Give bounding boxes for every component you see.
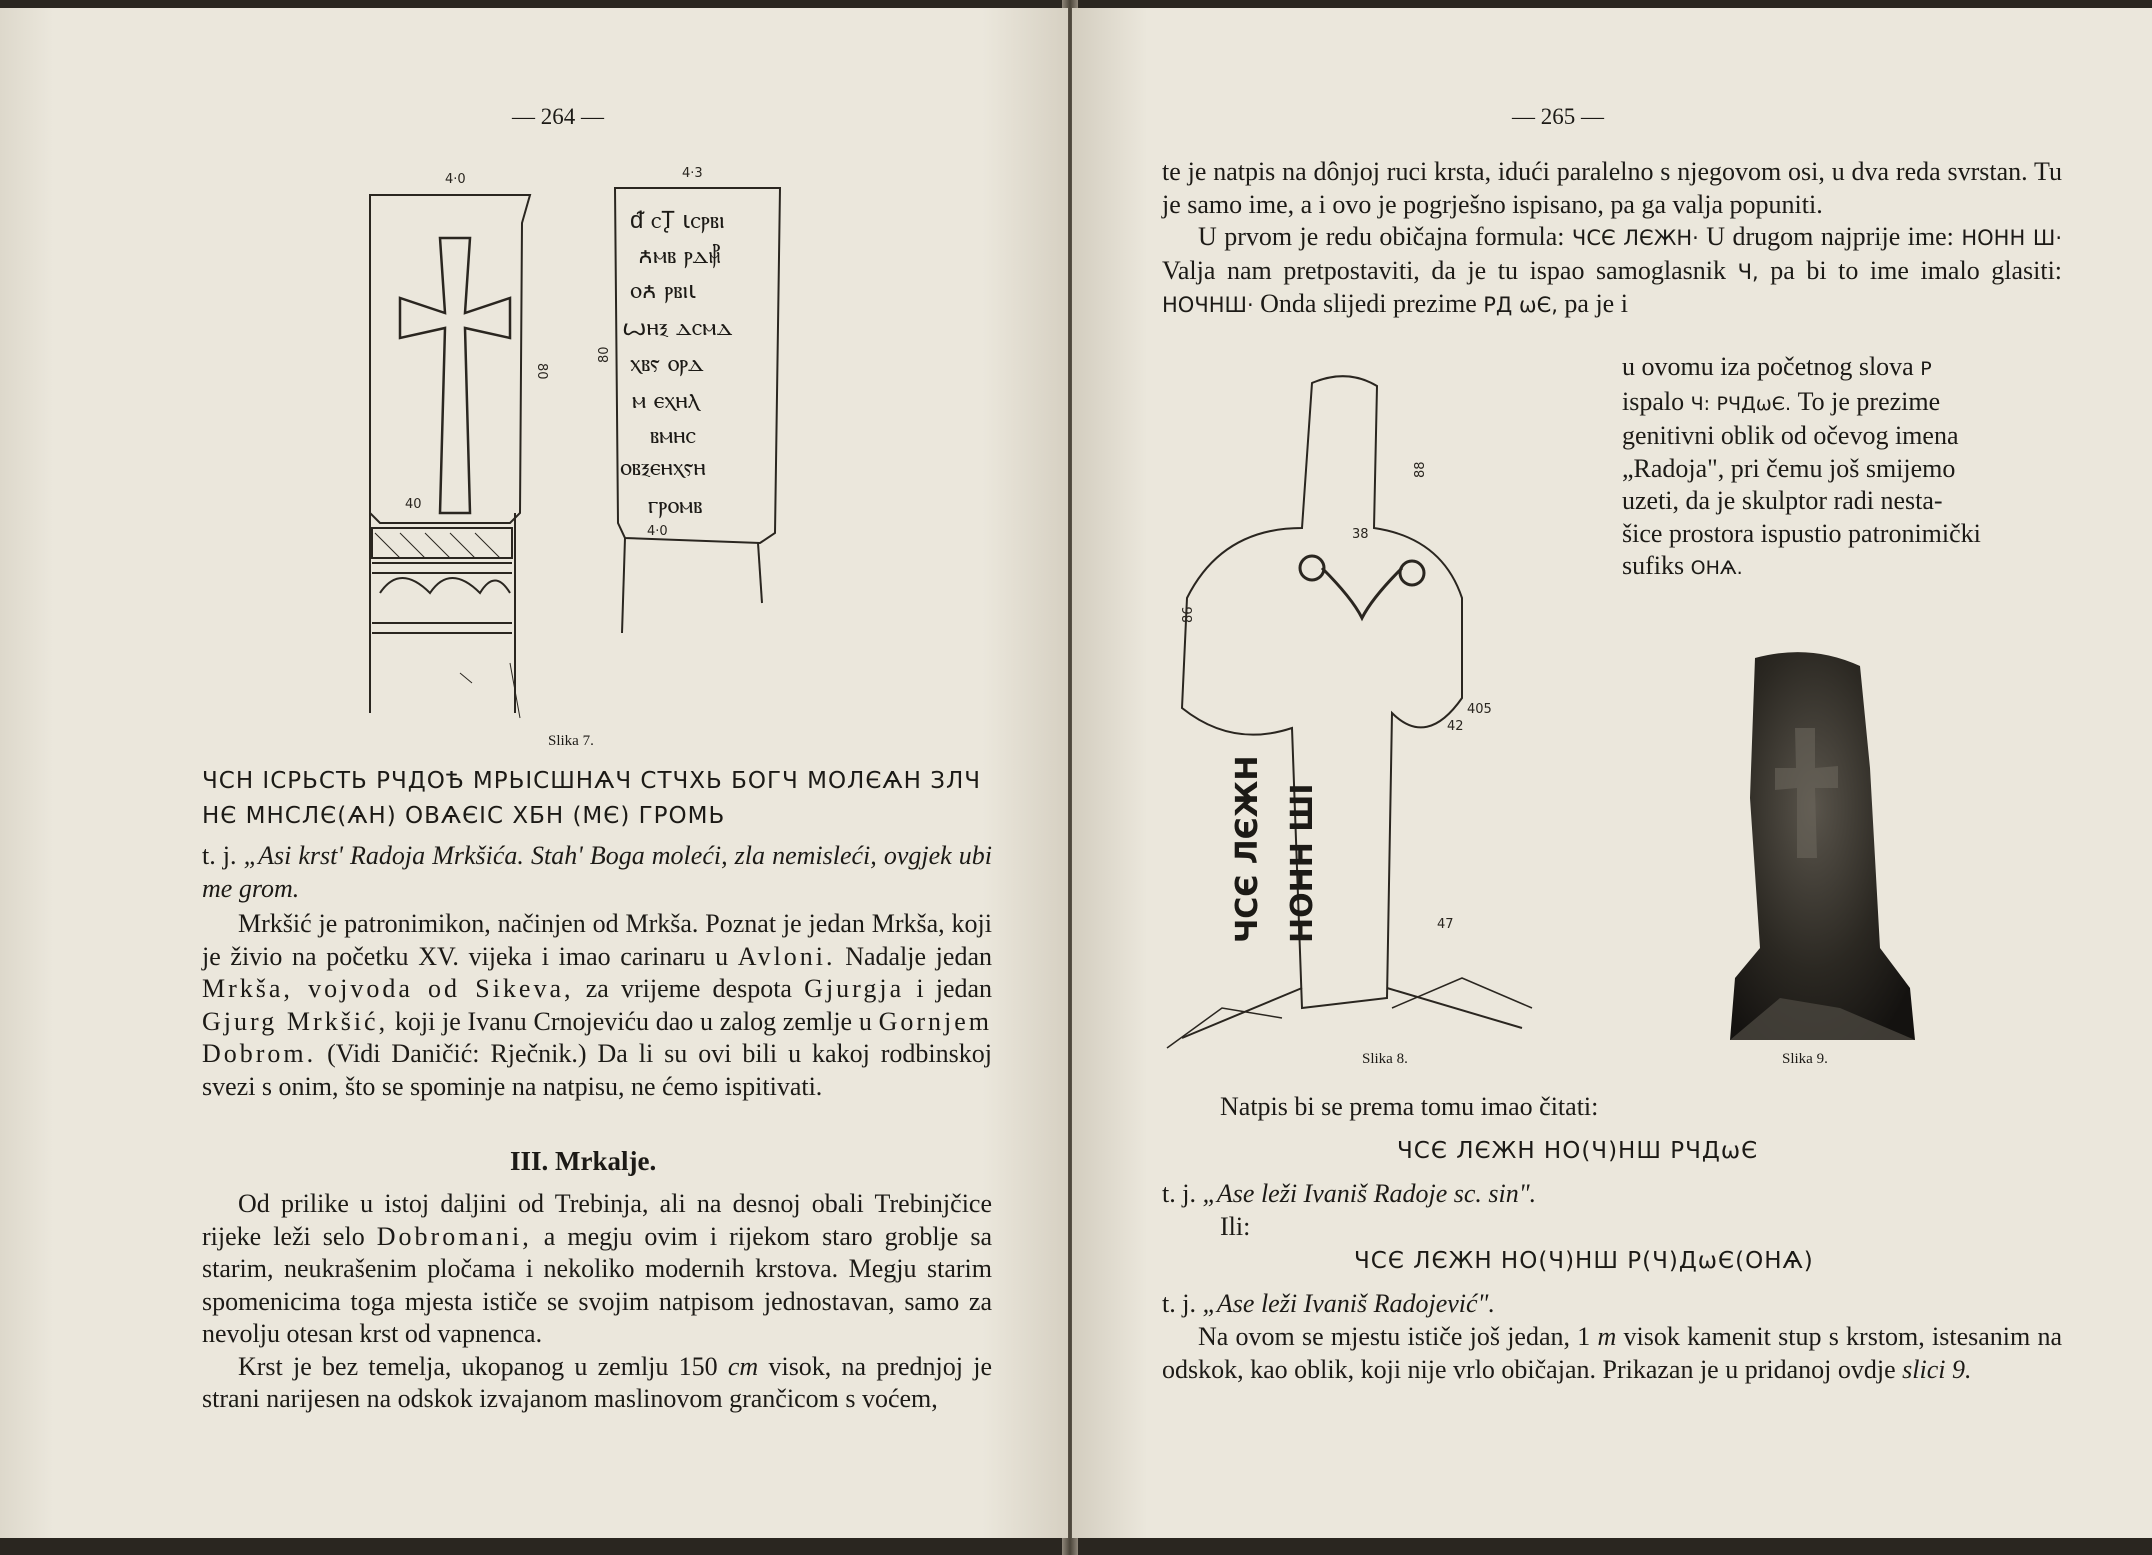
dim-small-left: 40 [405,497,422,512]
narrow-line-5: uzeti, da je skulptor radi nesta- [1622,486,1943,515]
para1-text-b: Nadalje jedan [845,941,992,971]
p4-m: m [1597,1322,1617,1351]
reading-intro: Natpis bi se prema tomu imao čitati: [1220,1092,1599,1121]
p2-text-a: U prvom je redu običajna formula: [1198,222,1565,251]
svg-text:ⲙ ⲉⲭⲏⲗ: ⲙ ⲉⲭⲏⲗ [632,386,700,414]
reading-2: ЧСЄ ЛЄЖН НО(Ч)НШ Р(Ч)ДωЄ(ОНѦ) [1354,1248,1814,1274]
reading-1: ЧСЄ ЛЄЖН НО(Ч)НШ РЧДωЄ [1397,1138,1759,1164]
para1-mrksa: Mrkša, vojvoda od Sikeva, [202,974,574,1003]
svg-text:ꙉⲙⲃ ⲣⲇ⳥: ꙉⲙⲃ ⲣⲇ⳥ [638,241,721,269]
narrow-cyr-suffix: ОНѦ. [1690,557,1743,579]
narrow-cyr-p: Р [1920,358,1932,380]
para1-text-c: za vrijeme despota [585,974,792,1003]
section-heading: III. Mrkalje. [510,1146,657,1176]
svg-text:ⲟⲃⲝⲉⲏⲭⲋⲏ: ⲟⲃⲝⲉⲏⲭⲋⲏ [620,453,706,481]
para2-text-a: Od prilike u istoj daljini od Trebinja, ali na desnoj obali Trebinjčice rijeke leži selo [202,1189,992,1251]
para1-avloni: Avloni. [737,941,836,971]
para2-text-b: a megju ovim i rijekom staro groblje sa starim, neukrašenim pločama i nekoliko modernih krstova. Megju starim spomenicima toga mjesta ističe se svojim natpisom jednostavan, samo za nevolju otesan krst od vapnenca. [202,1221,993,1348]
para1-gornjem: Gornjem Dobrom. [202,1006,993,1068]
svg-text:ⲭⲃⲋ ⲟⲣⲇ: ⲭⲃⲋ ⲟⲣⲇ [630,349,704,377]
para1-text-a: Mrkšić je patronimikon, načinjen od Mrkša. Poznat je jedan Mrkša, koji je živio na početku XV. vijeka i imao carinaru u [202,909,992,971]
inscription-transcription-line-2: НЄ МНСЛЄ(ѦН) ОВѦЄІС ХБН (МЄ) ГРОМЬ [202,803,726,829]
figure-9-photo [1720,648,1920,1040]
translation-1-text: „Ase leži Ivaniš Radoje sc. sin". [1202,1179,1537,1208]
figure-8-drawing [1162,368,1662,1058]
svg-text:38: 38 [1352,527,1369,542]
p4-figure-ref: slici 9. [1902,1354,1972,1384]
svg-text:47: 47 [1437,917,1454,932]
para3-text-a: Krst je bez temelja, ukopanog u zemlju 150 [238,1351,718,1381]
p4-text-a: Na ovom se mjestu ističe još jedan, 1 [1198,1322,1591,1351]
svg-text:ꙍⲏⲝ ⲇⲥⲙⲇ: ꙍⲏⲝ ⲇⲥⲙⲇ [622,313,733,341]
translation-1-prefix: t. j. [1162,1179,1196,1208]
translation-2 [1162,1288,2062,1321]
svg-text:НОНН ШІ: НОНН ШІ [1285,783,1320,943]
translation-prefix: t. j. [202,841,237,870]
para1-gjurg: Gjurg Mrkšić, [202,1006,389,1036]
para2-dobromani: Dobromani, [376,1221,532,1251]
svg-text:ⲟꙉ ⲣⲃⲓꙇ: ⲟꙉ ⲣⲃⲓꙇ [630,276,697,304]
right-page [1072,8,2152,1538]
para1-text-f: (Vidi Daničić: Rječnik.) Da li su ovi bili u kakoj rodbinskoj svezi s onim, što se spominje na natpisu, ne ćemo ispitivati. [202,1039,992,1101]
p2-cyr-name1: НОНН Ш· [1961,226,2063,250]
p2-cyr-prezime: РД ωЄ, [1483,293,1558,317]
dim-side-right: 80 [597,346,612,363]
para3-cm: cm [727,1351,759,1381]
p2-cyr-ch: Ч, [1737,259,1759,284]
figure-9-caption: Slika 9. [1782,1051,1828,1067]
para1-text-d: i jedan [916,974,993,1003]
p2-text-e: Onda slijedi prezime [1260,289,1477,318]
narrow-line-2-tail: To je prezime [1797,386,1941,416]
figure-8-caption: Slika 8. [1362,1051,1408,1067]
svg-text:ЧСЄ ЛЄЖН: ЧСЄ ЛЄЖН [1230,755,1265,943]
intro-text: te je natpis na dônjoj ruci krsta, idući paralelno s njegovom osi, u dva reda svrstan. Tu je samo ime, a i ovo je pogrješno ispisano, pa ga valja popuniti. [1162,157,2062,219]
translation-2-text: „Ase leži Ivaniš Radojević". [1202,1289,1495,1318]
dim-small-right: 4·0 [647,524,668,539]
paragraph-narrow [1622,351,2062,585]
dim-top-right: 4·3 [682,166,703,181]
narrow-line-1: u ovomu iza početnog slova [1622,352,1914,381]
para1-text-e: koji je Ivanu Crnojeviću dao u zalog zemlje u [394,1006,872,1036]
paragraph-dobromani [202,1188,992,1416]
stone-inscription [620,206,733,519]
narrow-line-2: ispalo [1622,386,1685,416]
p4-text-b: visok kamenit stup s krstom, istesanim na odskok, kao oblik, koji nije vrlo običajan. Prikazan je u pridanoj ovdje [1162,1322,2063,1384]
svg-text:88: 88 [1413,461,1428,478]
translation [202,840,992,905]
narrow-line-4: „Radoja", pri čemu još smijemo [1622,453,1956,483]
p2-text-c: Valja nam pretpostaviti, da je tu ispao samoglasnik [1162,255,1727,285]
translation-1 [1162,1178,2062,1211]
paragraph-intro [1162,156,2062,322]
svg-text:405: 405 [1467,702,1492,717]
narrow-line-6: šice prostora ispustio patronimički [1622,518,1981,548]
figure-7-caption: Slika 7. [548,733,594,749]
paragraph-mrksic [202,908,992,1103]
p2-cyr-formula: ЧСЄ ЛЄЖН· [1571,226,1699,250]
page-number: — 265 — [1512,104,1604,129]
carved-cross-stone [370,195,530,718]
svg-text:ᵭ ⲥꚐ ꙇⲥⲣⲃⲓ: ᵭ ⲥꚐ ꙇⲥⲣⲃⲓ [630,206,725,234]
narrow-cyr-radoje: РЧДωЄ. [1716,392,1792,415]
paragraph-slika9 [1162,1321,2062,1386]
or-label: Ili: [1220,1212,1251,1241]
dim-side-left: 80 [534,363,549,380]
p2-text-f: pa je i [1564,289,1628,318]
figure-8-inscription [1230,756,1320,944]
inscription-transcription-line-1: ЧСН ІСРЬСТЬ РЧДОѢ МРЬІСШНѦЧ СТЧХЬ БОГЧ МОЛЄѦН ЗЛЧ [202,768,982,794]
narrow-line-7: sufiks [1622,551,1685,580]
para3-text-b: visok, na prednjoj je strani narijesen na odskok izvajanom maslinovom grančicom s voćem, [202,1351,992,1413]
dim-top-left: 4·0 [445,172,466,187]
translation-text: „Asi krst' Radoja Mrkšića. Stah' Boga moleći, zla nemisleći, ovgjek ubi me grom. [202,841,992,903]
para1-gjurgja: Gjurgja [804,974,905,1003]
translation-2-prefix: t. j. [1162,1289,1196,1318]
left-page [0,8,1068,1538]
narrow-cyr-ch: Ч: [1690,392,1711,415]
page-number: — 264 — [512,104,604,129]
svg-text:86: 86 [1181,606,1196,623]
svg-text:ⲅⲣⲟⲙⲃ: ⲅⲣⲟⲙⲃ [648,491,703,519]
narrow-line-3: genitivni oblik od očevog imena [1622,421,1959,450]
svg-text:ⲃⲙⲏⲥ: ⲃⲙⲏⲥ [650,421,697,449]
figure-7-drawing [360,163,800,723]
svg-text:42: 42 [1447,719,1464,734]
p2-cyr-name2: НОЧНШ· [1162,293,1254,317]
p2-text-d: pa bi to ime imalo glasiti: [1770,255,2063,285]
p2-text-b: U drugom najprije ime: [1706,222,1954,251]
